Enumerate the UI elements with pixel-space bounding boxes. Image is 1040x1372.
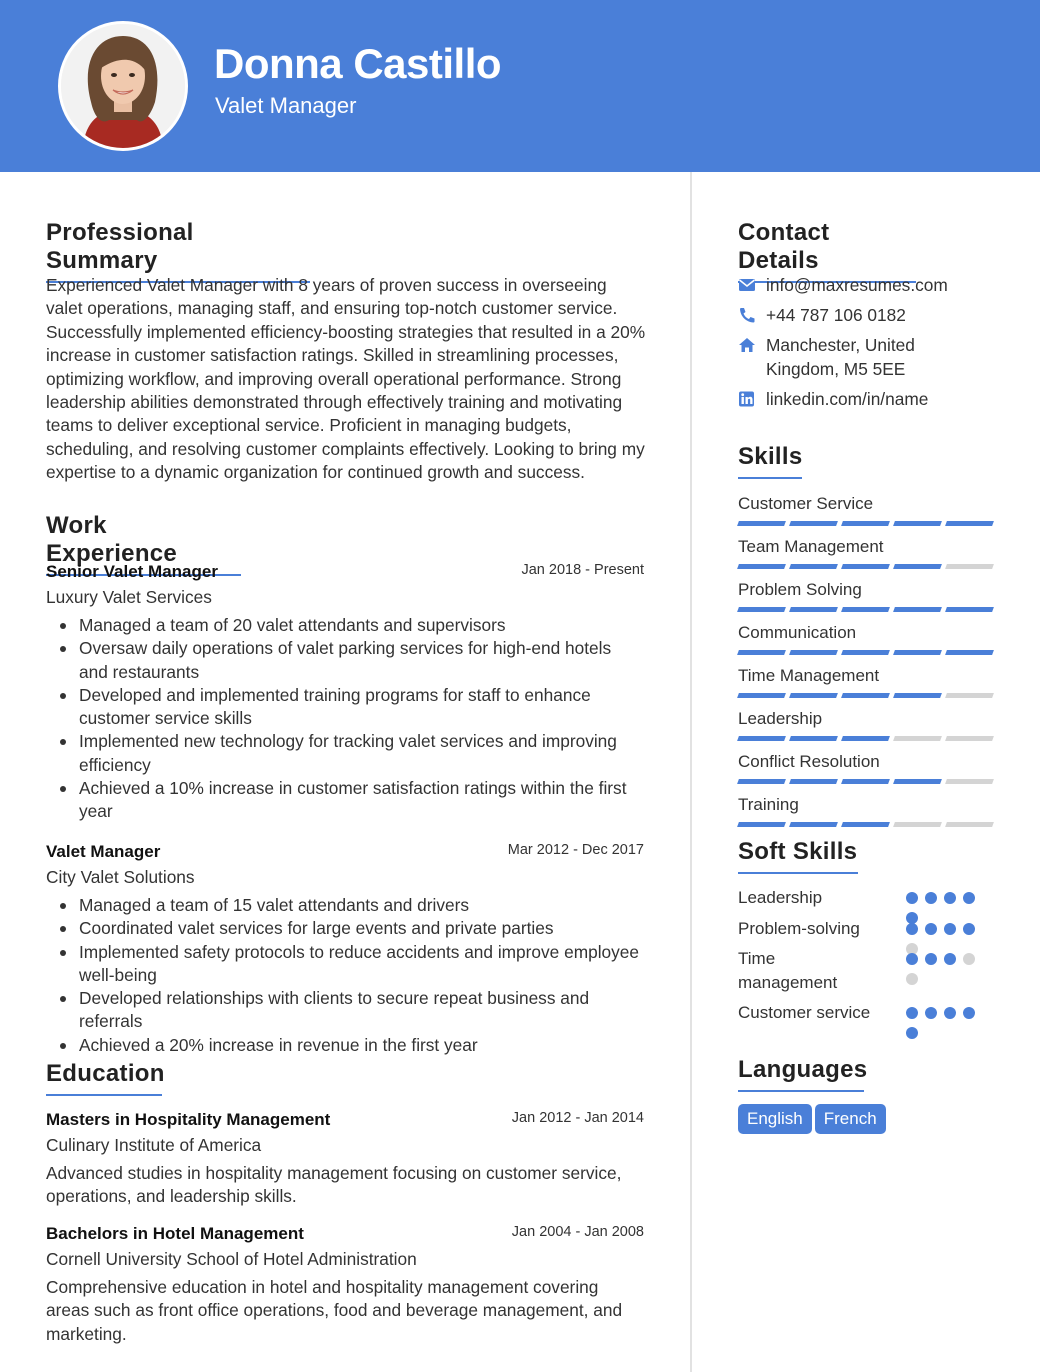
- rating-dot: [906, 1007, 918, 1019]
- phone-text: +44 787 106 0182: [766, 305, 906, 325]
- skill-name: Communication: [738, 622, 857, 642]
- rating-dot: [906, 923, 918, 935]
- skill-level-segment: [789, 607, 838, 612]
- job-title: Senior Valet Manager: [46, 562, 218, 581]
- skill-level-segment: [841, 779, 890, 784]
- education-date: Jan 2012 - Jan 2014: [511, 1110, 644, 1126]
- rating-dot: [963, 953, 975, 965]
- skill-name: Training: [738, 795, 799, 814]
- skill-level-bar: [738, 521, 1000, 526]
- profile-photo: [58, 21, 188, 151]
- education-entry: [46, 1110, 644, 1209]
- address-text: Manchester, United Kingdom, M5 5EE: [766, 335, 915, 379]
- skill-item: [738, 580, 1000, 612]
- skill-level-segment: [737, 607, 786, 612]
- skill-level-segment: [737, 650, 786, 655]
- rating-dot: [906, 953, 918, 965]
- skill-level-segment: [945, 607, 994, 612]
- soft-skill-item: [738, 947, 1000, 995]
- skill-level-segment: [945, 564, 994, 569]
- skill-level-bar: [738, 650, 1000, 655]
- resume-header: [0, 0, 1040, 172]
- job-title: Valet Manager: [46, 842, 161, 861]
- skill-level-bar: [738, 693, 1000, 698]
- rating-dot: [944, 1007, 956, 1019]
- language-badge: French: [815, 1104, 886, 1134]
- job-date: Mar 2012 - Dec 2017: [507, 842, 644, 858]
- skill-level-segment: [841, 693, 890, 698]
- soft-skill-item: [738, 917, 1000, 941]
- job-entry: [46, 842, 644, 1057]
- skill-name: Problem Solving: [738, 579, 862, 599]
- job-company: Luxury Valet Services: [46, 587, 212, 607]
- rating-dot: [944, 892, 956, 904]
- skill-level-segment: [737, 693, 786, 698]
- skill-level-segment: [841, 822, 890, 827]
- degree-title: Bachelors in Hotel Management: [46, 1224, 304, 1243]
- skill-level-segment: [945, 822, 994, 827]
- education-section: [46, 1060, 165, 1096]
- job-header: [46, 562, 644, 586]
- skill-level-segment: [841, 521, 890, 526]
- job-company: City Valet Solutions: [46, 867, 195, 887]
- skill-level-segment: [893, 564, 942, 569]
- skill-level-segment: [737, 822, 786, 827]
- education-header: [46, 1224, 644, 1248]
- degree-title: Masters in Hospitality Management: [46, 1110, 331, 1129]
- contact-address: [738, 333, 938, 381]
- experience-heading: Work Experience: [46, 512, 241, 576]
- job-header: [46, 842, 644, 866]
- skill-name: Leadership: [738, 709, 823, 728]
- skill-level-segment: [945, 521, 994, 526]
- rating-dot: [963, 923, 975, 935]
- portrait-illustration: [61, 24, 185, 148]
- soft-skill-item: [738, 886, 1000, 910]
- soft-skill-rating: [906, 953, 981, 985]
- skill-level-segment: [893, 779, 942, 784]
- skill-item: [738, 752, 1000, 784]
- summary-heading: Professional Summary: [46, 219, 310, 283]
- rating-dot: [906, 973, 918, 985]
- envelope-icon: [738, 277, 756, 293]
- skill-name: Customer Service: [738, 494, 874, 513]
- skill-name: Conflict Resolution: [738, 752, 880, 771]
- candidate-title: Valet Manager: [215, 93, 357, 118]
- job-bullets: [46, 614, 644, 824]
- rating-dot: [925, 923, 937, 935]
- skill-level-segment: [737, 564, 786, 569]
- skill-level-segment: [945, 693, 994, 698]
- job-bullet: Implemented safety protocols to reduce accidents and improve employee well-being: [46, 941, 644, 988]
- soft-skill-item: [738, 1001, 1000, 1025]
- contact-list: [738, 273, 1000, 411]
- rating-dot: [944, 923, 956, 935]
- education-header: [46, 1110, 644, 1134]
- job-bullet: Managed a team of 20 valet attendants and supervisors: [46, 614, 644, 637]
- skill-item: [738, 795, 1000, 827]
- home-icon: [738, 337, 756, 353]
- job-bullet: Managed a team of 15 valet attendants and drivers: [46, 894, 644, 917]
- skill-level-bar: [738, 564, 1000, 569]
- email-text: info@maxresumes.com: [766, 275, 948, 295]
- contact-heading: Contact Details: [738, 219, 916, 283]
- skill-item: [738, 537, 1000, 569]
- soft-skills-section: [738, 838, 858, 874]
- skill-item: [738, 709, 1000, 741]
- skill-level-segment: [789, 736, 838, 741]
- job-bullet: Achieved a 20% increase in revenue in the first year: [46, 1034, 644, 1057]
- skill-level-segment: [893, 822, 942, 827]
- skill-level-segment: [789, 564, 838, 569]
- languages-heading: Languages: [738, 1056, 864, 1092]
- summary-text: Experienced Valet Manager with 8 years of proven success in overseeing valet operations, managing staff, and ensuring top-notch customer service. Successfully implemented efficiency-boosting strategies that resulted in a 20% increase in customer satisfaction ratings. Skilled in streamlining processes, optimizing workflow, and improving overall operational performance. Strong leadership abilities demonstrated through effectively training and motivating teams to deliver exceptional service. Proficient in managing budgets, scheduling, and resolving customer complaints effectively. Looking to bring my expertise to a dynamic organization for continued growth and success.: [46, 275, 646, 483]
- soft-skill-name: Leadership: [738, 888, 823, 907]
- candidate-name: Donna Castillo: [214, 40, 502, 87]
- school-name: Culinary Institute of America: [46, 1135, 262, 1155]
- skills-heading: Skills: [738, 443, 802, 479]
- job-bullet: Achieved a 10% increase in customer satisfaction ratings within the first year: [46, 777, 644, 824]
- rating-dot: [963, 1007, 975, 1019]
- skill-item: [738, 494, 1000, 526]
- soft-skill-name: Customer service: [738, 1003, 871, 1022]
- skill-level-segment: [893, 736, 942, 741]
- rating-dot: [925, 953, 937, 965]
- skill-level-bar: [738, 736, 1000, 741]
- column-divider: [690, 172, 692, 1372]
- phone-icon: [738, 307, 756, 323]
- rating-dot: [906, 1027, 918, 1039]
- skill-name: Time Management: [738, 665, 880, 685]
- job-bullet: Developed and implemented training programs for staff to enhance customer service skills: [46, 684, 644, 731]
- job-bullet: Coordinated valet services for large events and private parties: [46, 917, 644, 940]
- job-bullet: Implemented new technology for tracking valet services and improving efficiency: [46, 730, 644, 777]
- skill-level-segment: [789, 521, 838, 526]
- education-date: Jan 2004 - Jan 2008: [511, 1224, 644, 1240]
- soft-skill-name: Time management: [738, 949, 838, 992]
- skill-level-segment: [737, 521, 786, 526]
- job-bullets: [46, 894, 644, 1057]
- skill-level-segment: [737, 779, 786, 784]
- language-badge: English: [738, 1104, 812, 1134]
- contact-linkedin[interactable]: [738, 387, 1000, 411]
- skill-item: [738, 666, 1000, 698]
- skill-level-segment: [893, 650, 942, 655]
- skill-level-segment: [893, 693, 942, 698]
- languages-list: [738, 1104, 1000, 1134]
- linkedin-icon: [738, 391, 756, 407]
- skill-level-segment: [841, 564, 890, 569]
- job-date: Jan 2018 - Present: [521, 562, 644, 578]
- skill-level-segment: [945, 779, 994, 784]
- skill-level-bar: [738, 779, 1000, 784]
- school-name: Cornell University School of Hotel Administration: [46, 1249, 417, 1269]
- skill-level-segment: [893, 521, 942, 526]
- soft-skills-heading: Soft Skills: [738, 838, 858, 874]
- skills-section: [738, 443, 802, 479]
- rating-dot: [944, 953, 956, 965]
- skill-level-segment: [841, 650, 890, 655]
- skill-level-segment: [945, 736, 994, 741]
- linkedin-text: linkedin.com/in/name: [766, 389, 929, 409]
- skill-level-segment: [841, 736, 890, 741]
- skill-level-segment: [789, 779, 838, 784]
- contact-phone[interactable]: [738, 303, 1000, 327]
- rating-dot: [963, 892, 975, 904]
- skill-level-segment: [893, 607, 942, 612]
- education-heading: Education: [46, 1060, 162, 1096]
- skill-level-segment: [789, 693, 838, 698]
- skill-level-bar: [738, 822, 1000, 827]
- skill-level-segment: [841, 607, 890, 612]
- education-description: Comprehensive education in hotel and hospitality management covering areas such as front office operations, food and beverage management, and marketing.: [46, 1277, 623, 1344]
- skill-level-segment: [789, 650, 838, 655]
- soft-skill-name: Problem-solving: [738, 919, 860, 938]
- education-entry: [46, 1224, 644, 1346]
- skill-level-bar: [738, 607, 1000, 612]
- contact-email[interactable]: [738, 273, 1000, 297]
- skill-level-segment: [789, 822, 838, 827]
- rating-dot: [925, 892, 937, 904]
- job-bullet: Oversaw daily operations of valet parking services for high-end hotels and restaurants: [46, 637, 644, 684]
- skill-level-segment: [945, 650, 994, 655]
- skill-name: Team Management: [738, 536, 884, 556]
- skill-item: [738, 623, 1000, 655]
- rating-dot: [906, 892, 918, 904]
- soft-skill-rating: [906, 1007, 981, 1039]
- job-bullet: Developed relationships with clients to secure repeat business and referrals: [46, 987, 644, 1034]
- education-description: Advanced studies in hospitality management focusing on customer service, operations, and leadership skills.: [46, 1163, 622, 1207]
- skill-level-segment: [737, 736, 786, 741]
- languages-section: [738, 1056, 868, 1092]
- rating-dot: [925, 1007, 937, 1019]
- job-entry: [46, 562, 644, 824]
